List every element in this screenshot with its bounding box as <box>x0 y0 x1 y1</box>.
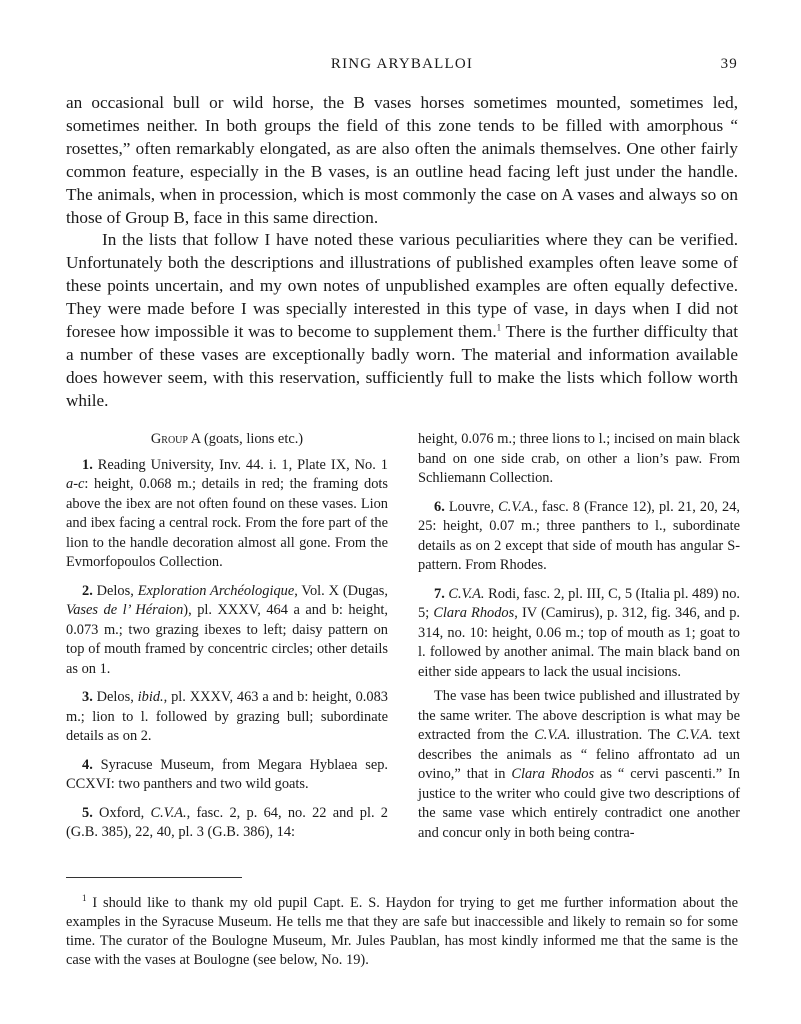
entry-italic: Clara Rhodos <box>511 766 595 782</box>
entry-number: 6. <box>434 498 445 515</box>
catalogue-entry-1 <box>66 456 388 573</box>
body-paragraph-2-part-b: There is the further difficulty that a number of these vases are exceptionally badly worn. The material and information available does however seem, with this reservation, sufficiently full to make the lists which follow worth while. <box>66 322 738 410</box>
entry-italic: ibid. <box>137 689 164 705</box>
group-heading <box>66 430 388 450</box>
catalogue-note-paragraph <box>418 687 740 843</box>
entry-text: , pl. XXXV, 463 a and b: height, 0.083 m.; lion to l. followed by grazing bull; subordinate details as on 2. <box>66 689 388 744</box>
entry-text: , fasc. 2, p. 64, no. 22 and pl. 2 (G.B. 385), 22, 40, pl. 3 (G.B. 386), 14: <box>66 804 388 840</box>
entry-text: , fasc. 8 (France 12), pl. 21, 20, 24, 25: height, 0.07 m.; three panthers to l., subordinate details as on 2 except that side of mouth has angular S-pattern. From Rhodes. <box>418 498 740 573</box>
catalogue-left-column <box>66 430 388 852</box>
entry-italic: a-c <box>66 476 85 492</box>
entry-number: 2. <box>82 582 93 599</box>
running-title: RING ARYBALLOI <box>330 56 474 72</box>
footnote-rule <box>66 877 242 878</box>
entry-number: 3. <box>82 689 93 705</box>
catalogue-entry-7 <box>418 585 740 683</box>
entry-text: Delos, <box>92 689 138 705</box>
footnote-mark: 1 <box>82 893 87 904</box>
entry-text: as “ cervi pascenti.” In justice to the writer who could give two descriptions of the same vase which entirely contradict one another and concur only in both being contra- <box>418 766 740 841</box>
entry-text: Rodi, fasc. 2, pl. III, C, 5 (Italia pl. 489) no. 5; <box>418 585 740 621</box>
catalogue-entry-5-continued: height, 0.076 m.; three lions to l.; incised on main black band on one side crab, on other a lion’s paw. From Schliemann Collection. <box>418 431 740 486</box>
body-paragraph-1: an occasional bull or wild horse, the B vases horses sometimes mounted, sometimes led, sometimes neither. In both groups the field of this zone tends to be filled with amorphous “ rosettes,” often remarkably elongated, as are also often the animals themselves. One other fairly common feature, especially in the B vases, is an outline head facing left just under the handle. The animals, when in procession, which is most commonly the case on A vases and always so on those of Group B, face in this same direction. <box>66 93 738 227</box>
catalogue-entry-6 <box>418 498 740 576</box>
entry-text: Louvre, <box>444 498 499 515</box>
footnote <box>66 894 738 970</box>
footnote-reference[interactable]: 1 <box>496 322 502 333</box>
page-number: 39 <box>720 56 738 72</box>
footnote-text: I should like to thank my old pupil Capt. E. S. Haydon for trying to get me further information about the examples in the Syracuse Museum. He tells me that they are safe but inaccessible and likely to remain so for some time. The curator of the Boulogne Museum, Mr. Jules Paublan, has most kindly informed me that the same is the case with the vases at Boulogne (see below, No. 19). <box>66 895 738 969</box>
entry-italic: C.V.A. <box>534 727 571 743</box>
entry-number: 1. <box>82 456 93 473</box>
catalogue-entry-4 <box>66 756 388 795</box>
body-text <box>66 92 738 413</box>
body-paragraph-2-part-a: In the lists that follow I have noted these various peculiarities where they can be verified. Unfortunately both the descriptions and illustrations of published examples often leave some of these points uncertain, and my own notes of unpublished examples are often equally defective. They were made before I was specially interested in this type of vase, in days when I did not foresee how impossible it was to become to supplement them. <box>66 230 738 342</box>
group-heading-letter: A <box>190 431 201 447</box>
group-heading-rest: (goats, lions etc.) <box>200 431 304 447</box>
entry-number: 5. <box>82 804 93 821</box>
entry-text: , IV (Camirus), p. 312, fig. 346, and p. 314, no. 10: height, 0.06 m.; top of mouth as 1; goat to l. followed by another animal. The main black band on either side appears to lack the usual incisions. <box>418 605 740 680</box>
body-paragraph-2 <box>66 229 738 412</box>
entry-text: Syracuse Museum, from Megara Hyblaea sep. CCXVI: two panthers and two wild goats. <box>66 756 388 792</box>
running-head <box>66 56 738 78</box>
entry-italic: C.V.A. <box>150 804 187 821</box>
entry-italic: Vases de l’ Héraion <box>66 602 184 618</box>
entry-italic: Exploration Archéologique <box>137 582 295 599</box>
catalogue-entry-5 <box>66 804 388 843</box>
entry-number: 7. <box>434 585 445 602</box>
entry-text: Reading University, Inv. 44. i. 1, Plate IX, No. 1 <box>92 456 388 473</box>
entry-text: Delos, <box>92 582 138 599</box>
catalogue-right-column <box>418 430 740 852</box>
entry-text: text describes the animals as “ felino affrontato ad un ovino,” that in <box>418 727 740 782</box>
entry-number: 4. <box>82 756 93 773</box>
entry-italic: C.V.A. <box>448 585 485 602</box>
entry-italic: C.V.A. <box>676 727 713 743</box>
entry-text: The vase has been twice published and illustrated by the same writer. The above description is what may be extracted from the <box>418 688 740 743</box>
group-heading-word: Group <box>150 431 188 447</box>
entry-text: Oxford, <box>92 804 151 821</box>
catalogue-entry-3 <box>66 688 388 747</box>
catalogue-entry-2 <box>66 582 388 680</box>
entry-text: ), pl. XXXV, 464 a and b: height, 0.073 m.; two grazing ibexes to left; daisy pattern on top of mouth framed by concentric circles; other details as on 1. <box>66 602 388 677</box>
entry-italic: C.V.A. <box>498 498 535 515</box>
entry-text: , Vol. X (Dugas, <box>294 582 388 599</box>
entry-text: : height, 0.068 m.; details in red; the framing dots above the ibex are not often found on these vases. Lion and ibex facing a central rock. From the fore part of the lion to the handle decoration almost all gone. From the Evmorfopoulos Collection. <box>66 476 388 570</box>
entry-text: illustration. The <box>570 727 677 743</box>
entry-italic: Clara Rhodos <box>433 605 515 621</box>
